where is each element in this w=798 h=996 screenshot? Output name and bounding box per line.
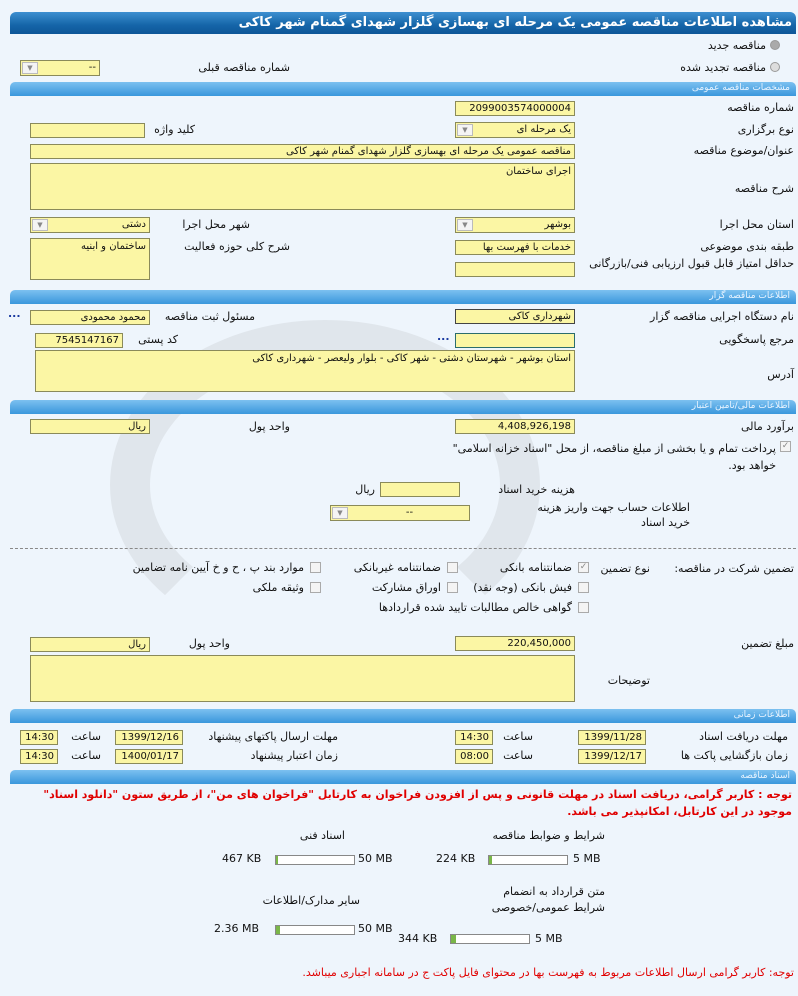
ref-label: مرجع پاسخگویی: [719, 333, 794, 346]
guarantee-checkbox-property[interactable]: [310, 582, 321, 593]
postal-field[interactable]: 7545147167: [35, 333, 123, 348]
radio-new-tender[interactable]: [770, 40, 780, 50]
chevron-down-icon: ▼: [457, 124, 473, 136]
opening-field[interactable]: 1399/12/17: [578, 749, 646, 764]
tender-number-field[interactable]: 2099003574000004: [455, 101, 575, 116]
guarantee-option-label: موارد بند پ ، ح و خ آیین نامه تضامین: [132, 561, 304, 574]
holding-type-label: نوع برگزاری: [737, 123, 794, 136]
account-value: --: [405, 507, 414, 518]
registrar-field[interactable]: محمود محمودی: [30, 310, 150, 325]
notes-textarea[interactable]: [30, 655, 575, 702]
file-size: 224 KB: [436, 852, 476, 865]
activity-label: شرح کلی حوزه فعالیت: [184, 240, 290, 253]
guarantee-option-label: ضمانتنامه بانکی: [499, 561, 572, 574]
file-max-size: 5 MB: [573, 852, 601, 865]
doc-fee-unit: ریال: [355, 483, 375, 496]
doc-deadline-field[interactable]: 1399/11/28: [578, 730, 646, 745]
treasury-text: پرداخت تمام و یا بخشی از مبلغ مناقصه، از محل "اسناد خزانه اسلامی" خواهد بود.: [452, 442, 776, 472]
guarantee-checkbox-bank[interactable]: ✓: [579, 562, 588, 572]
file-size: 467 KB: [222, 852, 262, 865]
prev-number-select[interactable]: [20, 60, 100, 76]
guarantee-currency-label: واحد پول: [188, 637, 230, 650]
doc-deadline-time-field[interactable]: 14:30: [455, 730, 493, 745]
holding-type-value: یک مرحله ای: [516, 124, 571, 135]
postal-label: کد پستی: [138, 333, 178, 346]
doc-fee-label: هزینه خرید اسناد: [498, 483, 575, 496]
file-label: متن قرارداد به انضمام شرایط عمومی/خصوصی: [491, 885, 605, 914]
guarantee-checkbox-cash[interactable]: [578, 582, 589, 593]
subject-field[interactable]: مناقصه عمومی یک مرحله ای بهسازی گلزار شهدای گمنام شهر کاکی: [30, 144, 575, 159]
description-label: شرح مناقصه: [734, 182, 794, 195]
time-label: ساعت: [503, 730, 533, 743]
holding-type-select[interactable]: [455, 122, 575, 138]
category-field[interactable]: خدمات با فهرست بها: [455, 240, 575, 255]
city-value: دشتی: [121, 219, 146, 230]
time-label: ساعت: [503, 749, 533, 762]
registrar-label: مسئول ثبت مناقصه: [164, 310, 255, 323]
chevron-down-icon: ▼: [32, 219, 48, 231]
doc-deadline-label: مهلت دریافت اسناد: [699, 730, 788, 743]
validity-label: زمان اعتبار پیشنهاد: [250, 749, 338, 762]
description-textarea[interactable]: اجرای ساختمان: [30, 163, 575, 210]
guarantee-option-label: اوراق مشارکت: [371, 581, 441, 594]
category-label: طبقه بندی موضوعی: [700, 240, 794, 253]
guarantee-checkbox-clauses[interactable]: [310, 562, 321, 573]
address-textarea[interactable]: استان بوشهر - شهرستان دشتی - شهر کاکی - بلوار ولیعصر - شهرداری کاکی: [35, 350, 575, 392]
file-progress-bar: [275, 925, 355, 935]
province-value: بوشهر: [544, 219, 571, 230]
guarantee-currency-field[interactable]: ریال: [30, 637, 150, 652]
section-general: مشخصات مناقصه عمومی: [10, 82, 796, 96]
guarantee-option-label: وثیقه ملکی: [252, 581, 304, 594]
guarantee-option-label: فیش بانکی (وجه نقد): [473, 581, 572, 594]
city-select[interactable]: [30, 217, 150, 233]
treasury-checkbox[interactable]: ✓: [781, 441, 790, 451]
file-size: 344 KB: [398, 932, 438, 945]
documents-bottom-note: توجه: کاربر گرامی ارسال اطلاعات مربوط به فهرست بها در محتوای فایل پاکت ج در سامانه اجباری میباشد.: [302, 966, 794, 979]
doc-fee-field[interactable]: [380, 482, 460, 497]
file-max-size: 5 MB: [535, 932, 563, 945]
estimate-field[interactable]: 4,408,926,198: [455, 419, 575, 434]
account-select[interactable]: [330, 505, 470, 521]
estimate-label: برآورد مالی: [741, 420, 794, 433]
validity-time-field[interactable]: 14:30: [20, 749, 58, 764]
city-label: شهر محل اجرا: [182, 218, 250, 231]
file-label: شرایط و ضوابط مناقصه: [492, 829, 605, 842]
file-progress-bar: [275, 855, 355, 865]
section-organizer: اطلاعات مناقصه گزار: [10, 290, 796, 304]
time-label: ساعت: [71, 749, 101, 762]
page-title: مشاهده اطلاعات مناقصه عمومی یک مرحله ای بهسازی گلزار شهدای گمنام شهر کاکی: [10, 12, 796, 34]
account-label: اطلاعات حساب جهت واریز هزینه خرید اسناد: [537, 501, 690, 529]
org-field[interactable]: شهرداری کاکی: [455, 309, 575, 324]
currency-label: واحد پول: [248, 420, 290, 433]
guarantee-type-label: نوع تضمین: [600, 562, 650, 575]
submit-deadline-field[interactable]: 1399/12/16: [115, 730, 183, 745]
currency-field[interactable]: ریال: [30, 419, 150, 434]
submit-deadline-label: مهلت ارسال پاکتهای پیشنهاد: [208, 730, 338, 743]
guarantee-label: تضمین شرکت در مناقصه:: [674, 562, 794, 575]
prev-number-value: --: [88, 62, 96, 73]
guarantee-checkbox-nonbank[interactable]: [447, 562, 458, 573]
opening-label: زمان بازگشایی پاکت ها: [680, 749, 788, 762]
section-financial: اطلاعات مالی/تامین اعتبار: [10, 400, 796, 414]
file-size: 2.36 MB: [214, 922, 260, 935]
section-timing: اطلاعات زمانی: [10, 709, 796, 723]
keyword-field[interactable]: [30, 123, 145, 138]
opening-time-field[interactable]: 08:00: [455, 749, 493, 764]
chevron-down-icon: ▼: [457, 219, 473, 231]
address-label: آدرس: [767, 368, 794, 381]
registrar-more-button[interactable]: ...: [8, 307, 21, 320]
file-max-size: 50 MB: [358, 922, 393, 935]
validity-field[interactable]: 1400/01/17: [115, 749, 183, 764]
chevron-down-icon: ▼: [22, 62, 38, 74]
activity-textarea[interactable]: ساختمان و ابنیه: [30, 238, 150, 280]
radio-new-label: مناقصه جدید: [707, 39, 766, 52]
guarantee-option-label: ضمانتنامه غیربانکی: [353, 561, 441, 574]
section-documents: اسناد مناقصه: [10, 770, 796, 784]
chevron-down-icon: ▼: [332, 507, 348, 519]
notes-label: توضیحات: [607, 674, 650, 687]
guarantee-checkbox-claims[interactable]: [578, 602, 589, 613]
file-progress-bar: [488, 855, 568, 865]
province-select[interactable]: [455, 217, 575, 233]
time-label: ساعت: [71, 730, 101, 743]
guarantee-checkbox-bonds[interactable]: [447, 582, 458, 593]
ref-more-button[interactable]: ...: [437, 330, 450, 343]
divider: [10, 548, 796, 549]
radio-renewed-tender[interactable]: [770, 62, 780, 72]
min-score-field[interactable]: [455, 262, 575, 277]
tender-number-label: شماره مناقصه: [727, 101, 794, 114]
keyword-label: کلید واژه: [154, 123, 195, 136]
ref-field[interactable]: [455, 333, 575, 348]
province-label: استان محل اجرا: [719, 218, 794, 231]
subject-label: عنوان/موضوع مناقصه: [693, 144, 794, 157]
radio-renewed-label: مناقصه تجدید شده: [680, 61, 766, 74]
guarantee-amount-field[interactable]: 220,450,000: [455, 636, 575, 651]
documents-note: توجه : کاربر گرامی، دریافت اسناد در مهلت قانونی و پس از افزودن فراخوان به کارتابل "فراخوان های من"، از طریق ستون "دانلود اسناد" موجود در این کارتابل، امکانپذیر می باشد.: [43, 788, 792, 818]
file-label: اسناد فنی: [299, 829, 345, 842]
org-label: نام دستگاه اجرایی مناقصه گزار: [650, 310, 794, 323]
guarantee-option-label: گواهی خالص مطالبات تایید شده قراردادها: [378, 601, 572, 614]
submit-deadline-time-field[interactable]: 14:30: [20, 730, 58, 745]
file-label: سایر مدارک/اطلاعات: [262, 894, 360, 907]
min-score-label: حداقل امتیاز قابل قبول ارزیابی فنی/بازرگانی: [589, 257, 794, 270]
prev-number-label: شماره مناقصه قبلی: [198, 61, 290, 74]
guarantee-amount-label: مبلغ تضمین: [741, 637, 794, 650]
file-max-size: 50 MB: [358, 852, 393, 865]
file-progress-bar: [450, 934, 530, 944]
